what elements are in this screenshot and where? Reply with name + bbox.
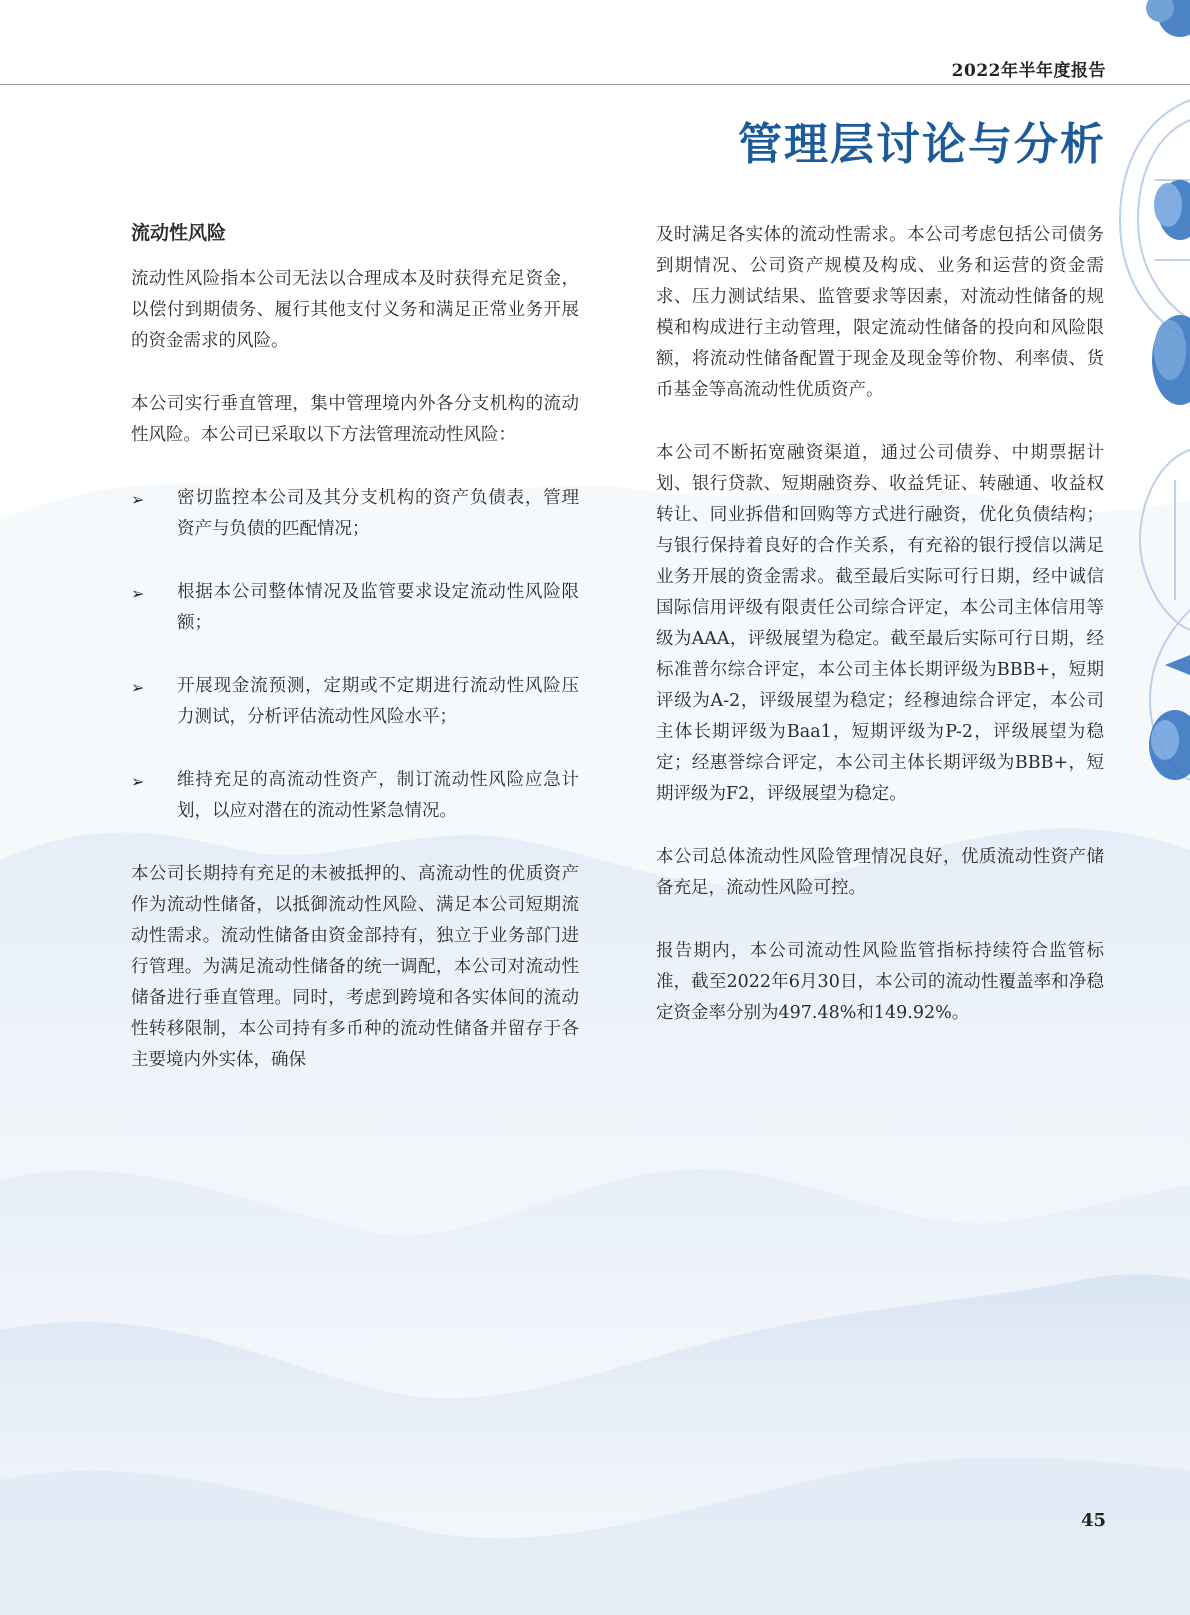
section-title: 管理层讨论与分析 [738,119,1106,170]
list-item-text: 开展现金流预测，定期或不定期进行流动性风险压力测试，分析评估流动性风险水平； [177,676,579,727]
page-number: 45 [1080,1510,1106,1531]
paragraph: 本公司不断拓宽融资渠道，通过公司债券、中期票据计划、银行贷款、短期融资券、收益凭证、转融通、收益权转让、同业拆借和回购等方式进行融资，优化负债结构；与银行保持着良好的合作关系，有充裕的银行授信以满足业务开展的资金需求。截至最后实际可行日期，经中诚信国际信用评级有限责任公司综合评定，本公司主体信用等级为AAA，评级展望为稳定。截至最后实际可行日期，经标准普尔综合评定，本公司主体长期评级为BBB+，短期评级为A-2，评级展望为稳定；经穆迪综合评定，本公司主体长期评级为Baa1，短期评级为P-2，评级展望为稳定；经惠誉综合评定，本公司主体长期评级为BBB+，短期评级为F2，评级展望为稳定。 [656,443,1104,804]
report-title: 2022年半年度报告 [951,61,1106,81]
list-item-text: 根据本公司整体情况及监管要求设定流动性风险限额； [177,582,579,633]
paragraph: 及时满足各实体的流动性需求。本公司考虑包括公司债务到期情况、公司资产规模及构成、业务和运营的资金需求、压力测试结果、监管要求等因素，对流动性储备的规模和构成进行主动管理，限定流动性储备的投向和风险限额，将流动性储备配置于现金及现金等价物、利率债、货币基金等高流动性优质资产。 [656,225,1104,400]
list-item [131,577,579,639]
header-rule [0,84,1190,85]
list-item-text: 密切监控本公司及其分支机构的资产负债表，管理资产与负债的匹配情况； [177,488,579,539]
right-column [656,220,1104,1061]
paragraph: 本公司长期持有充足的未被抵押的、高流动性的优质资产作为流动性储备，以抵御流动性风险、满足本公司短期流动性需求。流动性储备由资金部持有，独立于业务部门进行管理。为满足流动性储备的统一调配，本公司对流动性储备进行垂直管理。同时，考虑到跨境和各实体间的流动性转移限制，本公司持有多币种的流动性储备并留存于各主要境内外实体，确保 [131,864,579,1070]
list-item-text: 维持充足的高流动性资产，制订流动性风险应急计划，以应对潜在的流动性紧急情况。 [177,770,579,821]
paragraph: 报告期内，本公司流动性风险监管指标持续符合监管标准，截至2022年6月30日，本公司的流动性覆盖率和净稳定资金率分别为497.48%和149.92%。 [656,941,1104,1023]
list-item [131,765,579,827]
list-item [131,483,579,545]
arrow-bullet-icon: ➢ [131,678,145,697]
subsection-heading: 流动性风险 [131,222,227,244]
arrow-bullet-icon: ➢ [131,772,145,791]
bullet-list [131,483,579,827]
left-column [131,218,579,1108]
paragraph: 本公司实行垂直管理，集中管理境内外各分支机构的流动性风险。本公司已采取以下方法管理流动性风险： [131,394,579,445]
list-item [131,671,579,733]
paragraph: 本公司总体流动性风险管理情况良好，优质流动性资产储备充足，流动性风险可控。 [656,847,1104,898]
arrow-bullet-icon: ➢ [131,490,145,509]
paragraph: 流动性风险指本公司无法以合理成本及时获得充足资金，以偿付到期债务、履行其他支付义务和满足正常业务开展的资金需求的风险。 [131,269,579,351]
arrow-bullet-icon: ➢ [131,584,145,603]
